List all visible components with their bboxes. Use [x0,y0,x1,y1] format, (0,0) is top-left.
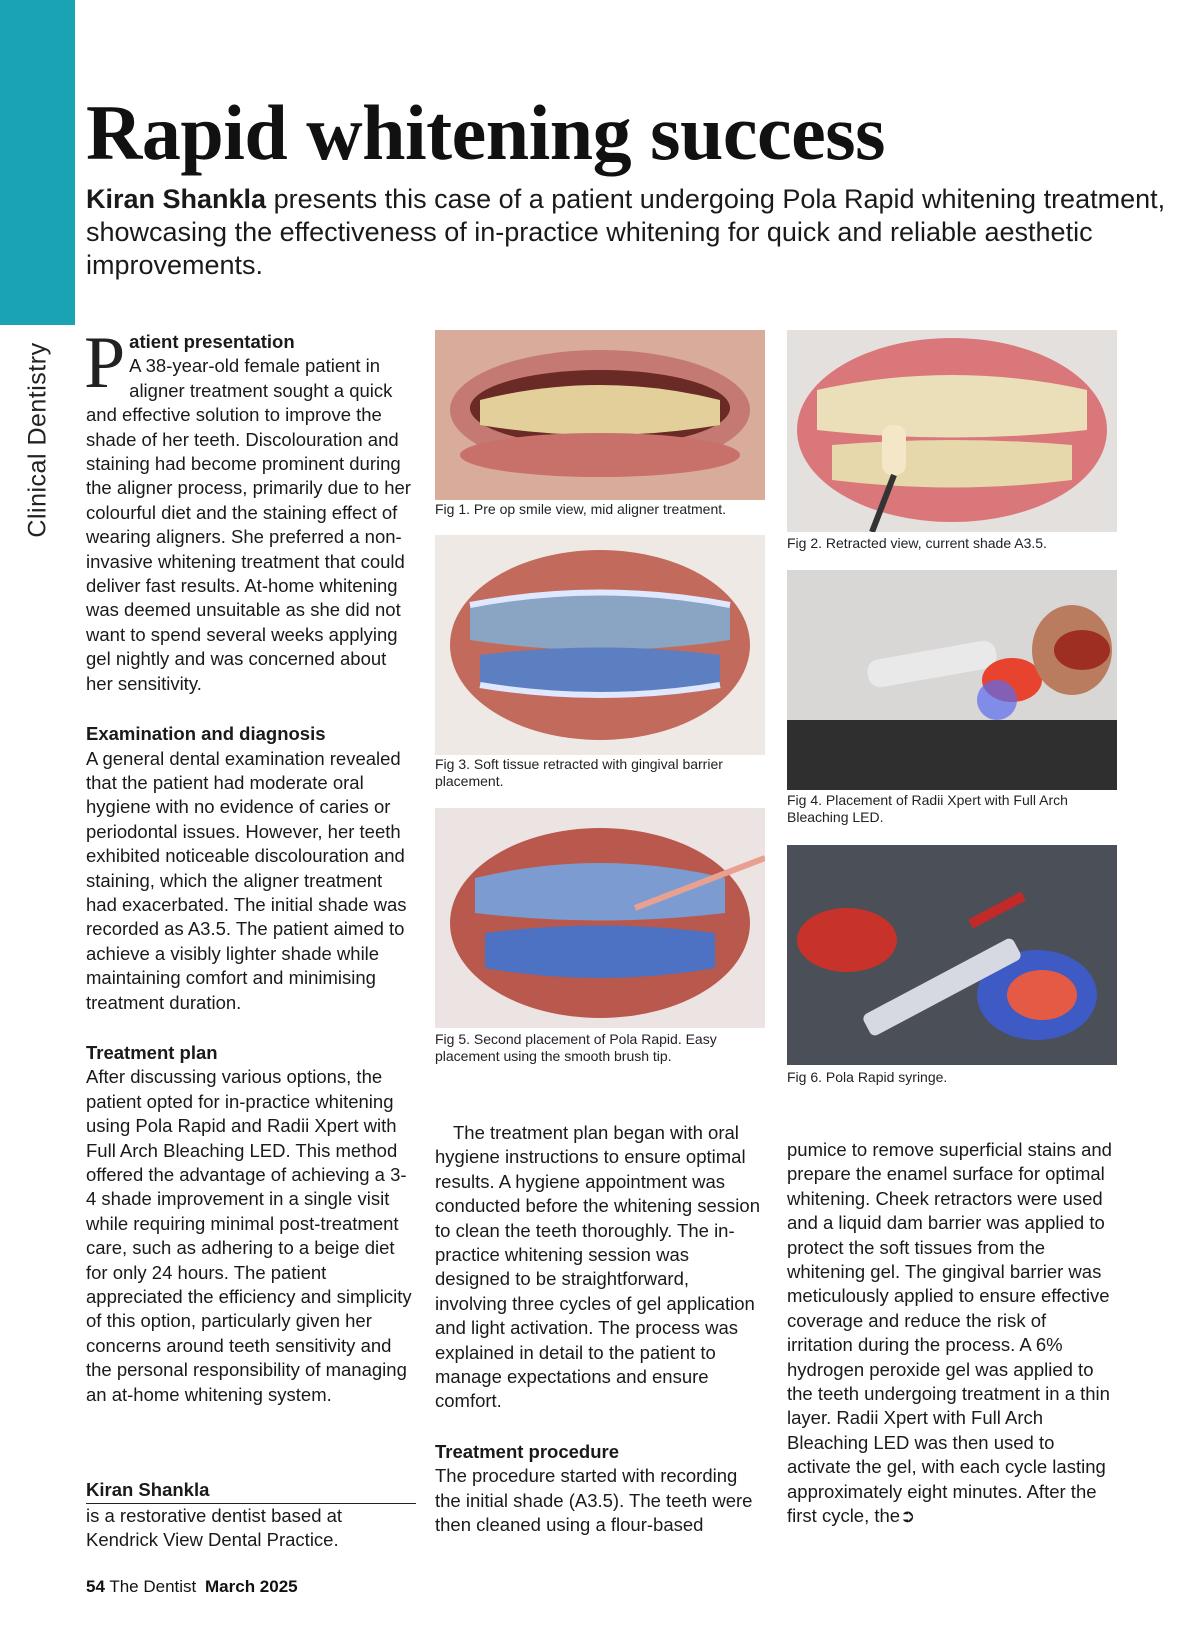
smile-image [435,330,765,500]
continue-arrow-icon: ➲ [900,1506,916,1527]
page-number: 54 [86,1577,105,1596]
author-bio [86,1478,416,1552]
para-examination: A general dental examination revealed that the patient had moderate oral hygiene with no evidence of caries or periodontal issues. However, her teeth exhibited noticeable discolouration and staining, which the aligner treatment had exacerbated. The initial shade was recorded as A3.5. The patient aimed to achieve a visibly lighter shade while maintaining comfort and minimising treatment duration. [86,747,407,1013]
heading-patient-presentation: atient presentation [129,331,295,352]
drop-cap: P [84,322,126,404]
fig6-photo [787,845,1117,1065]
fig3-caption: Fig 3. Soft tissue retracted with gingival barrier placement. [435,756,723,789]
heading-treatment-plan: Treatment plan [86,1041,218,1063]
publication-name: The Dentist [109,1577,197,1596]
author-name: Kiran Shankla [86,1478,416,1504]
column-2 [435,1121,765,1538]
para-patient-presentation: A 38-year-old female patient in aligner treatment sought a quick and effective solution to improve the shade of her teeth. Discolouration and staining had become prominent during the aligner process, primarily due to her colourful diet and the staining effect of wearing aligners. She preferred a non-invasive whitening treatment that could deliver fast results. At-home whitening was deemed unsuitable as she did not want to spend several weeks applying gel nightly and was concerned about her sensitivity. [86,355,411,694]
fig1-photo [435,330,765,500]
accent-bar [0,0,75,325]
fig5-caption: Fig 5. Second placement of Pola Rapid. Easy placement using the smooth brush tip. [435,1031,717,1064]
page-footer [86,1577,298,1597]
syringe-image [787,845,1117,1065]
section-label: Clinical Dentistry [23,342,52,538]
issue-date: March 2025 [205,1577,298,1596]
standfirst [86,183,1166,282]
para-treatment-plan-began: The treatment plan began with oral hygiene instructions to ensure optimal results. A hygiene appointment was conducted before the whitening session to clean the teeth thoroughly. The in-practice whitening session was designed to be straightforward, involving three cycles of gel application and light activation. The process was explained in detail to the patient to manage expectations and ensure comfort. [435,1122,760,1412]
heading-treatment-procedure: Treatment procedure [435,1440,620,1462]
fig1-caption: Fig 1. Pre op smile view, mid aligner treatment. [435,501,727,517]
fig5-photo [435,808,765,1028]
para-treatment-plan: After discussing various options, the patient opted for in-practice whitening using Pola Rapid and Radii Xpert with Full Arch Bleaching LED. This method offered the advantage of achieving a 3-4 shade improvement in a single visit while requiring minimal post-treatment care, such as adhering to a beige diet for only 24 hours. The patient appreciated the efficiency and simplicity of this option, particularly given her concerns around teeth sensitivity and the personal responsibility of managing an at-home whitening system. [86,1066,412,1405]
standfirst-text: presents this case of a patient undergoing Pola Rapid whitening treatment, showcasing the effectiveness of in-practice whitening for quick and reliable aesthetic improvements. [86,184,1166,280]
fig6-caption: Fig 6. Pola Rapid syringe. [787,1069,948,1085]
column-1 [84,322,416,1407]
fig2-caption: Fig 2. Retracted view, current shade A3.5. [787,535,1047,551]
fig4-caption: Fig 4. Placement of Radii Xpert with Full Arch Bleaching LED. [787,792,1068,825]
fig3-photo [435,535,765,755]
led-placement-image [787,570,1117,790]
heading-examination: Examination and diagnosis [86,723,326,745]
barrier-image [435,535,765,755]
gel-application-image [435,808,765,1028]
author-bio-text: is a restorative dentist based at Kendrick View Dental Practice. [86,1505,343,1550]
fig4-photo [787,570,1117,790]
retracted-shade-image [787,330,1117,532]
para-pumice: pumice to remove superficial stains and prepare the enamel surface for optimal whitening. Cheek retractors were used and a liquid dam barrier was applied to protect the soft tissues from the whitening gel. The gingival barrier was meticulously applied to ensure effective coverage and reduce the risk of irritation during the process. A 6% hydrogen peroxide gel was applied to the teeth undergoing treatment in a thin layer. Radii Xpert with Full Arch Bleaching LED was then used to activate the gel, with each cycle lasting approximately eight minutes. After the first cycle, the➲ [787,1138,1117,1529]
fig2-photo [787,330,1117,532]
standfirst-author: Kiran Shankla [86,184,267,214]
para-treatment-procedure: The procedure started with recording the initial shade (A3.5). The teeth were then cleaned using a flour-based [435,1465,753,1536]
article-title: Rapid whitening success [86,89,885,176]
column-3 [787,1138,1117,1529]
